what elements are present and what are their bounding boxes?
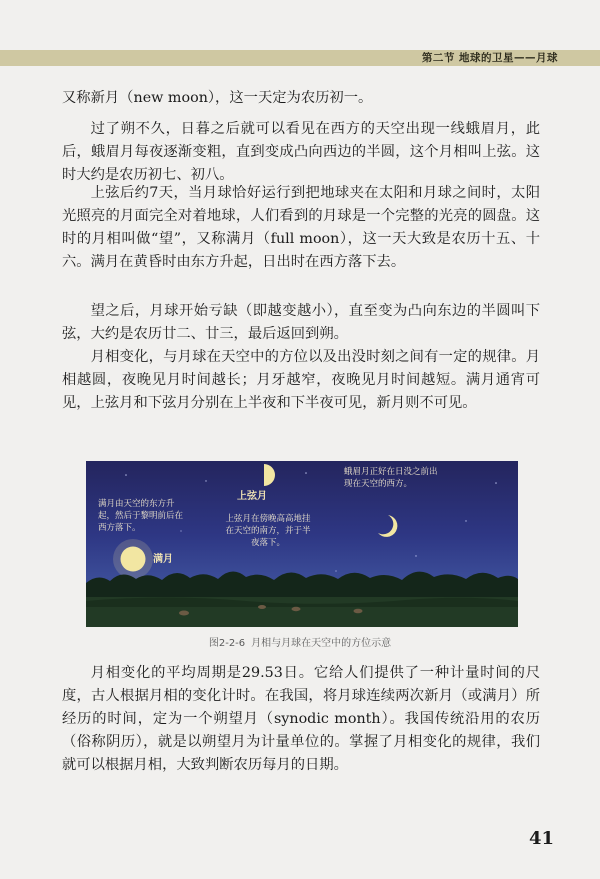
full-moon-description: 满月由天空的东方升起，然后于黎明前后在西方落下。 <box>98 499 184 533</box>
treeline <box>86 571 518 601</box>
paragraph: 望之后，月球开始亏缺（即越变越小），直至变为凸向东边的半圆叫下弦，大约是农历廿二、廿三，最后返回到朔。 <box>62 303 540 342</box>
paragraph: 过了朔不久，日暮之后就可以看见在西方的天空出现一线蛾眉月，此后，蛾眉月每夜逐渐变粗，直到变成凸向西边的半圆，这个月相叫上弦。这时大约是农历初七、初八。 <box>62 121 540 183</box>
crescent-description: 蛾眉月正好在日没之前出现在天空的西方。 <box>344 467 438 489</box>
running-header: 第二节 地球的卫星——月球 <box>421 52 558 64</box>
first-quarter-label: 上弦月 <box>237 491 267 502</box>
paragraph: 月相变化的平均周期是29.53日。它给人们提供了一种计量时间的尺度，古人根据月相的变化计时。在我国，将月球连续两次新月（或满月）所经历的时间，定为一个朔望月（synodic month）。我国传统沿用的农历（俗称阴历），就是以朔望月为计量单位的。掌握了月相变化的规律，我们就可以根据月相，大致判断农历每月的日期。 <box>62 665 540 773</box>
moon-phase-figure <box>86 461 518 627</box>
full-moon-icon <box>121 547 146 572</box>
first-quarter-moon-icon <box>264 464 275 486</box>
figure-caption <box>0 634 600 649</box>
page-number: 41 <box>528 828 554 849</box>
full-moon-label: 满月 <box>153 554 173 565</box>
first-quarter-description: 上弦月在傍晚高高地挂在天空的南方，并于半夜落下。 <box>225 514 311 548</box>
figure-caption-text: 月相与月球在天空中的方位示意 <box>251 638 392 649</box>
paragraph: 又称新月（new moon），这一天定为农历初一。 <box>62 90 373 106</box>
paragraph: 月相变化，与月球在天空中的方位以及出没时刻之间有一定的规律。月相越圆，夜晚见月时间越长；月牙越窄，夜晚见月时间越短。满月通宵可见，上弦月和下弦月分别在上半夜和下半夜可见，新月则不可见。 <box>62 349 540 411</box>
paragraph: 上弦后约7天，当月球恰好运行到把地球夹在太阳和月球之间时，太阳光照亮的月面完全对着地球，人们看到的月球是一个完整的光亮的圆盘。这时的月相叫做“望”，又称满月（full moon），这一天大致是农历十五、十六。满月在黄昏时由东方升起，日出时在西方落下去。 <box>62 185 540 270</box>
crescent-moon-icon <box>378 515 397 537</box>
figure-number: 图2-2-6 <box>208 638 246 649</box>
